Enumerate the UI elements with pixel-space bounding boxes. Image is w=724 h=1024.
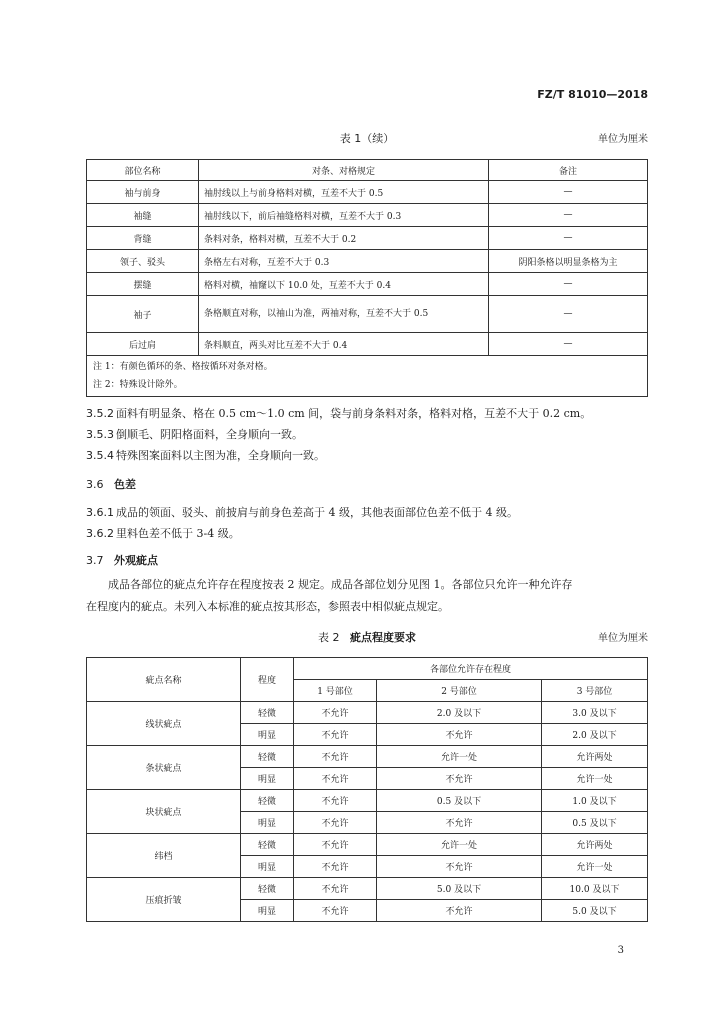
table-cell: 袖子	[87, 296, 199, 333]
clause-3-5-2	[86, 405, 591, 421]
table-cell: 摆缝	[87, 273, 199, 296]
table-row	[87, 296, 648, 333]
table-row	[87, 746, 648, 768]
clause-number: 3.6.1	[86, 506, 114, 519]
table1-unit: 单位为厘米	[598, 134, 648, 145]
table-row	[87, 250, 648, 273]
table-cell: 明显	[241, 724, 294, 746]
table-cell: 不允许	[377, 856, 542, 878]
table-cell: —	[489, 273, 648, 296]
note-2: 注 2：特殊设计除外。	[93, 380, 183, 390]
table-cell: 0.5 及以下	[377, 790, 542, 812]
table-row	[87, 227, 648, 250]
clause-text: 面料有明显条、格在 0.5 cm～1.0 cm 间，袋与前身条料对条，格料对格，互差不大于 0.2 cm。	[116, 407, 592, 420]
clause-text: 成品的领面、驳头、前披肩与前身色差高于 4 级，其他表面部位色差不低于 4 级。	[116, 506, 518, 519]
table-cell: 领子、驳头	[87, 250, 199, 273]
table-header-row	[87, 160, 648, 181]
clause-3-5-4	[86, 447, 325, 463]
table-cell: 允许一处	[542, 856, 648, 878]
header-cell: 备注	[489, 160, 648, 181]
table-cell: 轻微	[241, 790, 294, 812]
clause-text: 里料色差不低于 3-4 级。	[116, 527, 240, 540]
table-cell: 轻微	[241, 746, 294, 768]
header-cell: 部位名称	[87, 160, 199, 181]
table-cell: —	[489, 296, 648, 333]
section-3-6-heading	[86, 476, 136, 492]
table-cell: 10.0 及以下	[542, 878, 648, 900]
body-line: 在程度内的疵点。未列入本标准的疵点按其形态，参照表中相似疵点规定。	[86, 600, 449, 613]
table-cell: 不允许	[294, 834, 377, 856]
table-cell: 不允许	[294, 746, 377, 768]
table2	[86, 657, 648, 922]
table-cell: 后过肩	[87, 333, 199, 356]
table-row	[87, 834, 648, 856]
table-cell: —	[489, 204, 648, 227]
table-cell: 条料对条，格料对横，互差不大于 0.2	[199, 227, 489, 250]
page-number: 3	[617, 945, 624, 956]
table-cell: 轻微	[241, 702, 294, 724]
table-row	[87, 273, 648, 296]
table-row	[87, 790, 648, 812]
table-cell: —	[489, 181, 648, 204]
table-row	[87, 333, 648, 356]
table-cell: 明显	[241, 900, 294, 922]
section-title: 外观疵点	[114, 554, 158, 567]
table-cell: 不允许	[294, 856, 377, 878]
table-cell: 条料顺直，两头对比互差不大于 0.4	[199, 333, 489, 356]
table-row	[87, 204, 648, 227]
clause-number: 3.5.4	[86, 449, 114, 462]
table-cell: 2.0 及以下	[542, 724, 648, 746]
table-cell: 允许两处	[542, 746, 648, 768]
table-cell: 允许一处	[377, 746, 542, 768]
table-cell: 背缝	[87, 227, 199, 250]
table-cell: —	[489, 333, 648, 356]
table-cell: 0.5 及以下	[542, 812, 648, 834]
body-line: 成品各部位的疵点允许存在程度按表 2 规定。成品各部位划分见图 1。各部位只允许一种允许存	[108, 578, 573, 591]
table-notes-row	[87, 356, 648, 397]
table-cell: 不允许	[294, 790, 377, 812]
clause-3-5-3	[86, 426, 303, 442]
table-cell: 条格顺直对称，以袖山为准，两袖对称，互差不大于 0.5	[199, 296, 489, 333]
defect-name-cell: 纬档	[87, 834, 241, 878]
table2-unit: 单位为厘米	[598, 633, 648, 644]
section-3-7-body	[86, 574, 648, 618]
section-3-7-heading	[86, 552, 158, 568]
table-cell: 不允许	[377, 812, 542, 834]
defect-name-cell: 线状疵点	[87, 702, 241, 746]
table-cell: 格料对横，袖窿以下 10.0 处，互差不大于 0.4	[199, 273, 489, 296]
header-cell: 各部位允许存在程度	[294, 658, 648, 680]
table-cell: 不允许	[377, 724, 542, 746]
table-cell: 条格左右对称，互差不大于 0.3	[199, 250, 489, 273]
clause-number: 3.6.2	[86, 527, 114, 540]
table-cell: 1.0 及以下	[542, 790, 648, 812]
table-cell: 5.0 及以下	[542, 900, 648, 922]
defect-name-cell: 块状疵点	[87, 790, 241, 834]
table-cell: 2.0 及以下	[377, 702, 542, 724]
table-row	[87, 702, 648, 724]
table-cell: 允许一处	[542, 768, 648, 790]
table-row	[87, 181, 648, 204]
table-cell: 阴阳条格以明显条格为主	[489, 250, 648, 273]
header-cell: 3 号部位	[542, 680, 648, 702]
table2-caption-title: 疵点程度要求	[350, 631, 416, 644]
table2-caption	[86, 629, 648, 645]
defect-name-cell: 压痕折皱	[87, 878, 241, 922]
table-cell: 袖缝	[87, 204, 199, 227]
table-cell: 不允许	[377, 768, 542, 790]
defect-name-cell: 条状疵点	[87, 746, 241, 790]
table-cell: 不允许	[294, 702, 377, 724]
table-cell: 袖与前身	[87, 181, 199, 204]
table-cell: 允许两处	[542, 834, 648, 856]
table-cell: 不允许	[294, 900, 377, 922]
table-cell: 不允许	[294, 768, 377, 790]
section-title: 色差	[114, 478, 136, 491]
table-cell: 明显	[241, 856, 294, 878]
clause-number: 3.5.2	[86, 407, 114, 420]
table-notes	[87, 356, 648, 397]
table-cell: 不允许	[377, 900, 542, 922]
table-cell: 允许一处	[377, 834, 542, 856]
table-cell: 明显	[241, 812, 294, 834]
table2-caption-number: 表 2	[318, 631, 340, 644]
table-cell: 袖肘线以上与前身格料对横，互差不大于 0.5	[199, 181, 489, 204]
table-cell: 不允许	[294, 812, 377, 834]
table-cell: 轻微	[241, 878, 294, 900]
standard-code: FZ/T 81010—2018	[537, 88, 648, 101]
header-cell: 对条、对格规定	[199, 160, 489, 181]
header-cell: 2 号部位	[377, 680, 542, 702]
header-cell: 1 号部位	[294, 680, 377, 702]
clause-text: 特殊图案面料以主图为准，全身顺向一致。	[116, 449, 325, 462]
table-cell: —	[489, 227, 648, 250]
clause-number: 3.5.3	[86, 428, 114, 441]
table-cell: 5.0 及以下	[377, 878, 542, 900]
header-cell: 程度	[241, 658, 294, 702]
header-cell: 疵点名称	[87, 658, 241, 702]
table-row	[87, 878, 648, 900]
table-cell: 不允许	[294, 878, 377, 900]
table-header-row	[87, 658, 648, 680]
section-number: 3.6	[86, 478, 104, 491]
table-cell: 不允许	[294, 724, 377, 746]
clause-3-6-1	[86, 504, 518, 520]
section-number: 3.7	[86, 554, 104, 567]
table-cell: 轻微	[241, 834, 294, 856]
table1	[86, 159, 648, 397]
clause-text: 倒顺毛、阴阳格面料，全身顺向一致。	[116, 428, 303, 441]
table-cell: 袖肘线以下，前后袖缝格料对横，互差不大于 0.3	[199, 204, 489, 227]
table-cell: 3.0 及以下	[542, 702, 648, 724]
note-1: 注 1：有颜色循环的条、格按循环对条对格。	[93, 362, 273, 372]
table-cell: 明显	[241, 768, 294, 790]
table1-caption: 表 1（续）	[339, 132, 395, 145]
clause-3-6-2	[86, 525, 240, 541]
